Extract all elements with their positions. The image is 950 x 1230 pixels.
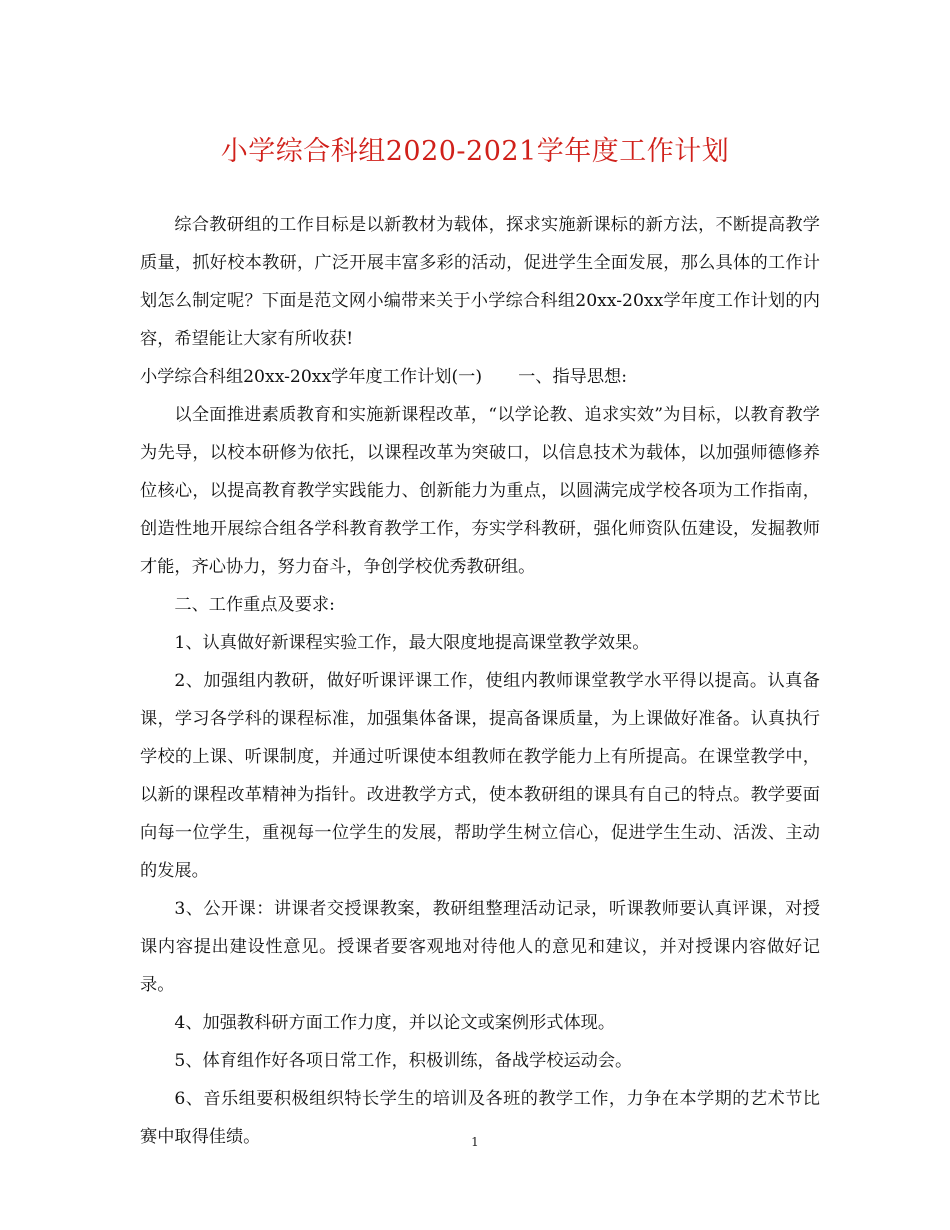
item-paragraph: 5、体育组作好各项日常工作，积极训练，备战学校运动会。 [174,1051,633,1071]
item-paragraph: 2、加强组内教研，做好听课评课工作，使组内教师课堂教学水平得以提高。认真备课，学习各学科的课程标准，加强集体备课，提高备课质量，为上课做好准备。认真执行学校的上课、听课制度，并通过听课使本组教师在教学能力上有所提高。在课堂教学中，以新的课程改革精神为指针。改进教学方式，使本教研组的课具有自己的特点。教学要面向每一位学生，重视每一位学生的发展，帮助学生树立信心，促进学生生动、活泼、主动的发展。 [140,671,820,881]
item-paragraph: 3、公开课：讲课者交授课教案，教研组整理活动记录，听课教师要认真评课，对授课内容提出建设性意见。授课者要客观地对待他人的意见和建议，并对授课内容做好记录。 [140,899,820,995]
section2-heading: 二、工作重点及要求: [174,595,335,615]
item-paragraph: 6、音乐组要积极组织特长学生的培训及各班的教学工作，力争在本学期的艺术节比赛中取得佳绩。 [140,1089,820,1147]
document-body [140,206,820,1156]
section1-heading: 一、指导思想: [518,367,627,387]
intro-paragraph: 综合教研组的工作目标是以新教材为载体，探求实施新课标的新方法，不断提高教学质量，抓好校本教研，广泛开展丰富多彩的活动，促进学生全面发展，那么具体的工作计划怎么制定呢？下面是范文网小编带来关于小学综合科组20xx-20xx学年度工作计划的内容，希望能让大家有所收获! [140,215,820,349]
section1-paragraph: 以全面推进素质教育和实施新课程改革，“以学论教、追求实效”为目标，以教育教学为先导，以校本研修为依托，以课程改革为突破口，以信息技术为载体，以加强师德修养位核心，以提高教育教学实践能力、创新能力为重点，以圆满完成学校各项为工作指南，创造性地开展综合组各学科教育教学工作，夯实学科教研，强化师资队伍建设，发掘教师才能，齐心协力，努力奋斗，争创学校优秀教研组。 [140,405,820,577]
document-title: 小学综合科组2020-2021学年度工作计划 [220,136,730,167]
page-number: 1 [471,1135,479,1149]
item-paragraph: 1、认真做好新课程实验工作，最大限度地提高课堂教学效果。 [174,633,650,653]
plan-heading-line [140,358,820,396]
plan-heading: 小学综合科组20xx-20xx学年度工作计划(一) [140,367,483,387]
item-paragraph: 4、加强教科研方面工作力度，并以论文或案例形式体现。 [174,1013,616,1033]
